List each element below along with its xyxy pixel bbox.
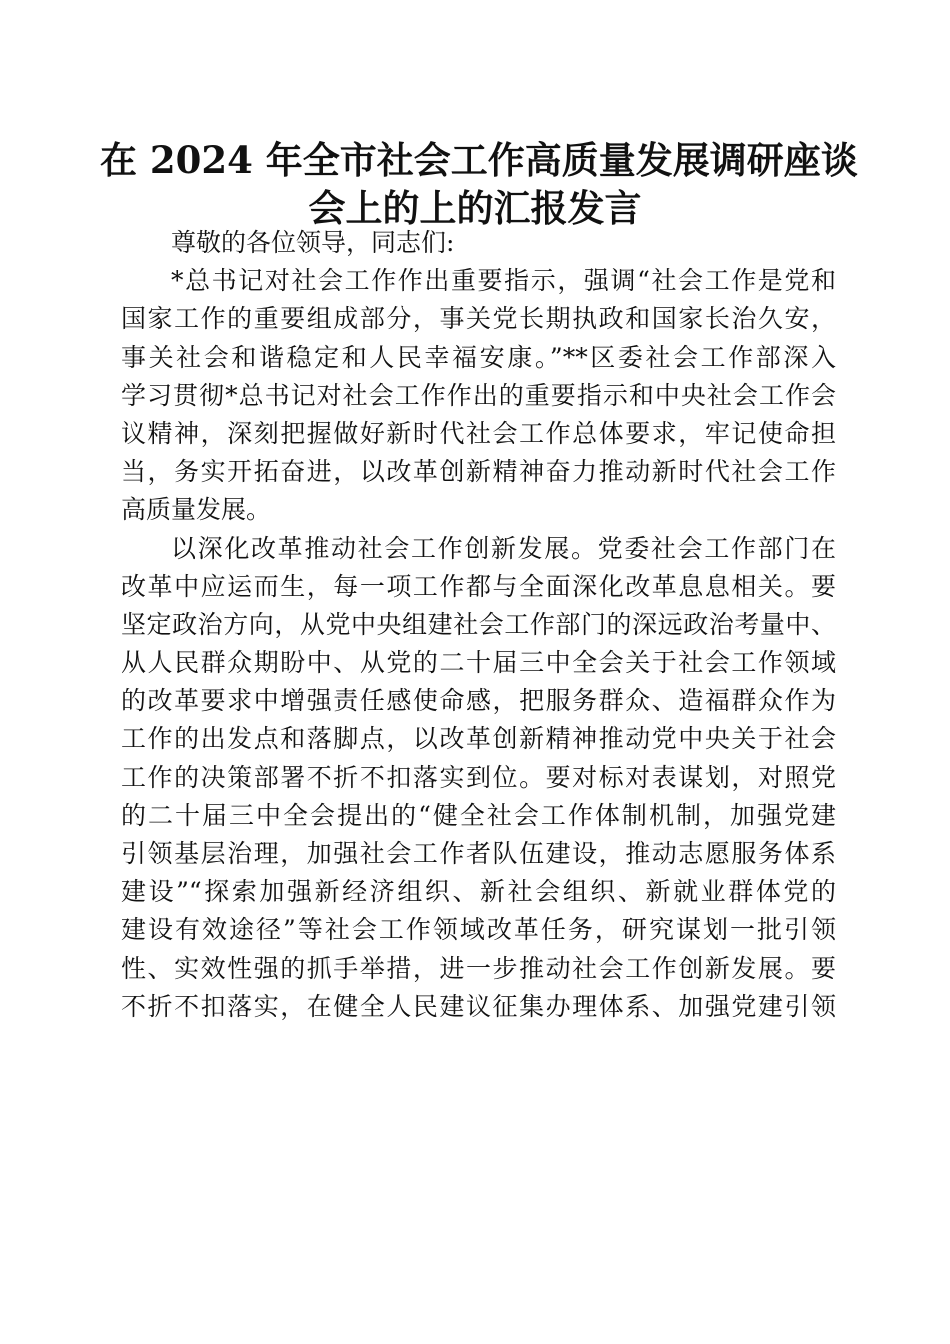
salutation: 尊敬的各位领导，同志们: [171,228,455,257]
paragraph-2-line: 工作的决策部署不折不扣落实到位。要对标对表谋划，对照党 [121,762,836,792]
paragraph-1-line: 议精神，深刻把握做好新时代社会工作总体要求，牢记使命担 [121,418,836,448]
paragraph-2-line: 坚定政治方向，从党中央组建社会工作部门的深远政治考量中、 [121,609,836,639]
paragraph-1-line: 学习贯彻*总书记对社会工作作出的重要指示和中央社会工作会 [121,380,836,410]
paragraph-2-line: 的改革要求中增强责任感使命感，把服务群众、造福群众作为 [121,686,836,716]
paragraph-2-line: 从人民群众期盼中、从党的二十届三中全会关于社会工作领域 [121,648,836,678]
document-title-line-1: 在 2024 年全市社会工作高质量发展调研座谈 [100,138,858,182]
paragraph-1-line: *总书记对社会工作作出重要指示，强调“社会工作是党和 [171,266,836,296]
paragraph-2-line: 建设”“探索加强新经济组织、新社会组织、新就业群体党的 [121,877,836,907]
paragraph-2-line: 改革中应运而生，每一项工作都与全面深化改革息息相关。要 [121,571,836,601]
paragraph-2-line: 建设有效途径”等社会工作领域改革任务，研究谋划一批引领 [121,915,836,945]
document-title-line-2: 会上的上的汇报发言 [308,186,642,230]
document-body [121,224,836,1026]
paragraph-2-line: 引领基层治理，加强社会工作者队伍建设，推动志愿服务体系 [121,839,836,868]
paragraph-1-line: 当，务实开拓奋进，以改革创新精神奋力推动新时代社会工作 [121,457,836,487]
paragraph-2-line: 性、实效性强的抓手举措，进一步推动社会工作创新发展。要 [121,953,836,983]
paragraph-2-line: 以深化改革推动社会工作创新发展。党委社会工作部门在 [171,533,836,563]
paragraph-2-line: 工作的出发点和落脚点，以改革创新精神推动党中央关于社会 [121,724,836,754]
paragraph-2-line: 不折不扣落实，在健全人民建议征集办理体系、加强党建引领 [121,991,836,1021]
paragraph-1-line: 事关社会和谐稳定和人民幸福安康。”**区委社会工作部深入 [121,342,836,372]
paragraph-2-line: 的二十届三中全会提出的“健全社会工作体制机制，加强党建 [121,800,836,830]
paragraph-1-line: 国家工作的重要组成部分，事关党长期执政和国家长治久安， [121,304,836,334]
paragraph-1-line: 高质量发展。 [121,495,272,525]
